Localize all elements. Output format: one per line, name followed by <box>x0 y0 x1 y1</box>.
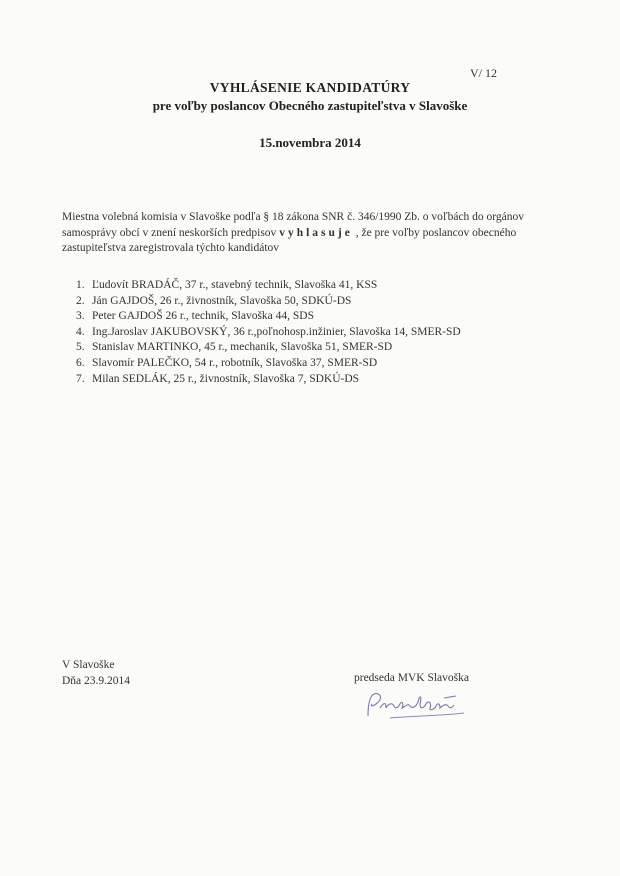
candidate-number: 5. <box>76 341 85 354</box>
document-subtitle: pre voľby poslancov Obecného zastupiteľstva v Slavoške <box>152 98 468 113</box>
intro-text-1: Miestna volebná komisia v Slavoške podľa § 18 zákona SNR č. 346/1990 Zb. o voľbách do orgánov samosprávy obcí v znení neskorších predpisov <box>62 211 525 239</box>
candidate-list <box>76 278 461 387</box>
list-item <box>76 278 461 294</box>
signing-place-date <box>62 657 130 689</box>
list-item <box>76 356 461 372</box>
list-item <box>76 294 461 310</box>
intro-text-2: , že pre voľby poslancov obecného zastupiteľstva zaregistrovala týchto kandidátov <box>62 226 517 254</box>
candidate-number: 1. <box>76 279 85 291</box>
candidate-text: Slavomír PALEČKO, 54 r., robotník, Slavoška 37, SMER-SD <box>92 356 378 369</box>
candidate-number: 2. <box>76 294 85 307</box>
candidate-text: Ján GAJDOŠ, 26 r., živnostník, Slavoška 50, SDKÚ-DS <box>92 294 352 307</box>
candidate-text: Ľudovít BRADÁČ, 37 r., stavebný technik, Slavoška 41, KSS <box>92 279 378 291</box>
candidate-number: 7. <box>76 372 85 385</box>
list-item <box>76 309 461 325</box>
election-date: 15.novembra 2014 <box>259 135 361 150</box>
handwritten-signature-icon <box>360 686 480 724</box>
candidate-number: 4. <box>76 325 85 338</box>
intro-keyword: vyhlasuje <box>279 226 353 239</box>
signing-place: V Slavoške <box>62 659 115 671</box>
reference-number: V/ 12 <box>470 66 497 80</box>
candidate-text: Stanislav MARTINKO, 45 r., mechanik, Slavoška 51, SMER-SD <box>92 341 393 354</box>
list-item <box>76 340 461 356</box>
candidate-text: Peter GAJDOŠ 26 r., technik, Slavoška 44, SDS <box>92 310 315 323</box>
document-title: VYHLÁSENIE KANDIDATÚRY <box>209 80 411 95</box>
list-item <box>76 325 461 341</box>
candidate-text: Ing.Jaroslav JAKUBOVSKÝ, 36 r.,poľnohosp.inžinier, Slavoška 14, SMER-SD <box>92 325 461 338</box>
candidate-number: 3. <box>76 310 85 323</box>
intro-paragraph <box>62 210 532 257</box>
list-item <box>76 372 461 388</box>
candidate-number: 6. <box>76 356 85 369</box>
candidate-text: Milan SEDLÁK, 25 r., živnostník, Slavoška 7, SDKÚ-DS <box>92 372 360 385</box>
signing-date: Dňa 23.9.2014 <box>62 675 131 687</box>
chair-label: predseda MVK Slavoška <box>354 672 469 684</box>
